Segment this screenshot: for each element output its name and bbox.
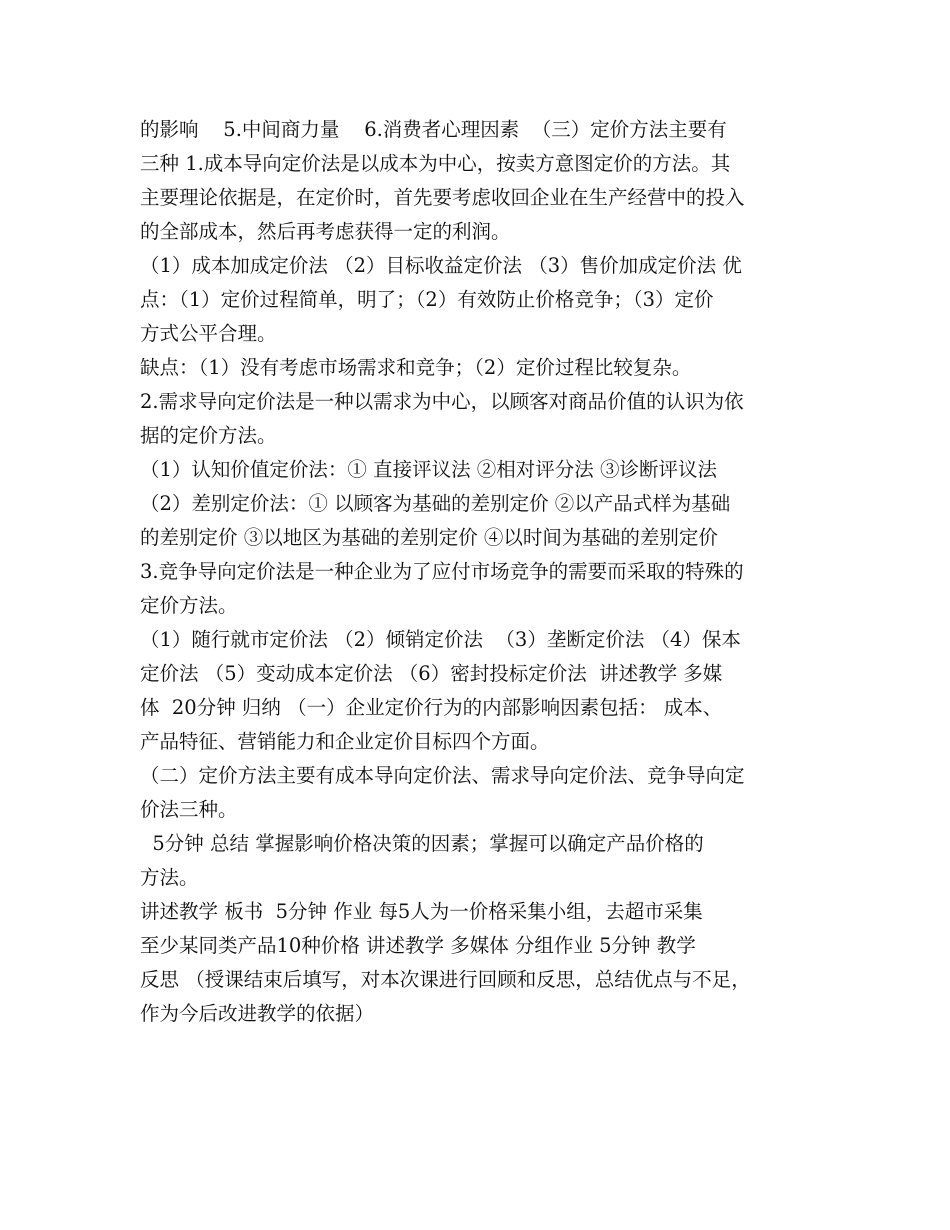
text-line: （2）差别定价法：① 以顾客为基础的差别定价 ②以产品式样为基础	[140, 492, 731, 515]
text-line: 5分钟 总结 掌握影响价格决策的因素；掌握可以确定产品价格的	[140, 832, 704, 855]
text-line: 定价法 （5）变动成本定价法 （6）密封投标定价法 讲述教学 多媒	[140, 662, 723, 685]
text-line: （1）随行就市定价法 （2）倾销定价法 （3）垄断定价法 （4）保本	[140, 628, 741, 651]
text-line: 反思 （授课结束后填写，对本次课进行回顾和反思，总结优点与不足，	[140, 968, 751, 991]
text-line: 缺点：（1）没有考虑市场需求和竞争；（2）定价过程比较复杂。	[140, 356, 692, 379]
text-line: 的差别定价 ③以地区为基础的差别定价 ④以时间为基础的差别定价	[140, 526, 718, 549]
text-line: （1）成本加成定价法 （2）目标收益定价法 （3）售价加成定价法 优	[140, 254, 742, 277]
text-line: 价法三种。	[140, 798, 238, 821]
text-line: 据的定价方法。	[140, 424, 277, 447]
text-line: 三种 1.成本导向定价法是以成本为中心，按卖方意图定价的方法。其	[140, 152, 731, 175]
text-line: 体 20分钟 归纳 （一）企业定价行为的内部影响因素包括： 成本、	[140, 696, 723, 719]
text-line: 主要理论依据是，在定价时，首先要考虑收回企业在生产经营中的投入	[140, 186, 745, 209]
text-line: 讲述教学 板书 5分钟 作业 每5人为一价格采集小组，去超市采集	[140, 900, 703, 923]
text-line: 2.需求导向定价法是一种以需求为中心，以顾客对商品价值的认识为依	[140, 390, 744, 413]
text-line: 点：（1）定价过程简单，明了；（2）有效防止价格竞争；（3）定价	[140, 288, 714, 311]
text-line: （1）认知价值定价法：① 直接评议法 ②相对评分法 ③诊断评议法	[140, 458, 718, 481]
text-line: （二）定价方法主要有成本导向定价法、需求导向定价法、竞争导向定	[140, 764, 745, 787]
document-body	[140, 113, 818, 1031]
text-line: 作为今后改进教学的依据）	[140, 1002, 375, 1025]
text-line: 定价方法。	[140, 594, 238, 617]
text-line: 产品特征、营销能力和企业定价目标四个方面。	[140, 730, 550, 753]
text-line: 的影响 5.中间商力量 6.消费者心理因素 （三）定价方法主要有	[140, 118, 727, 141]
text-line: 方式公平合理。	[140, 322, 277, 345]
text-line: 3.竞争导向定价法是一种企业为了应付市场竞争的需要而采取的特殊的	[140, 560, 744, 583]
text-line: 方法。	[140, 866, 199, 889]
text-line: 至少某同类产品10种价格 讲述教学 多媒体 分组作业 5分钟 教学	[140, 934, 696, 957]
text-line: 的全部成本，然后再考虑获得一定的利润。	[140, 220, 511, 243]
